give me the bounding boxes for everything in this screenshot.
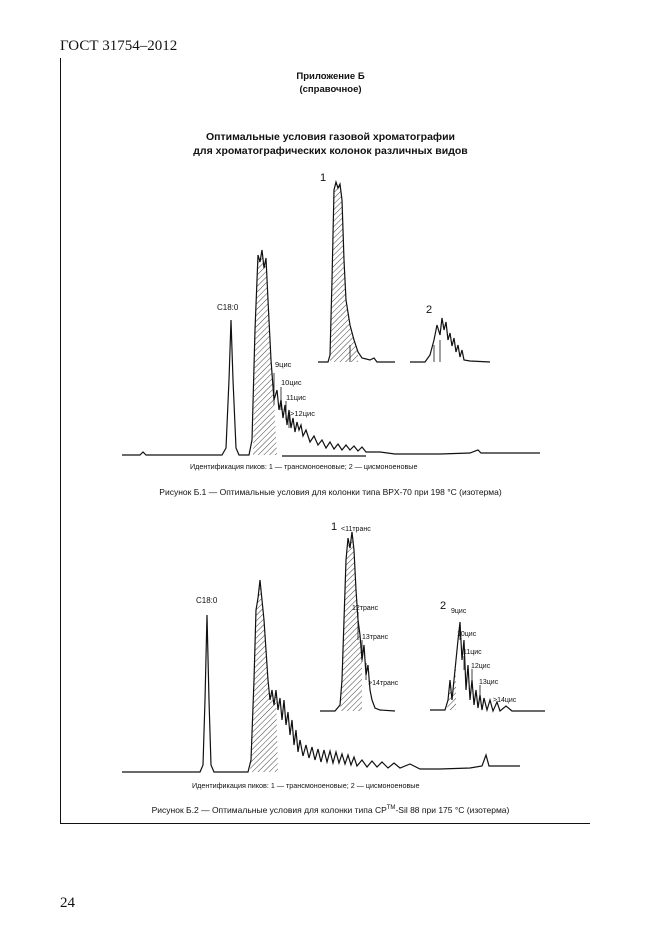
figure2-label-13cis: 13цис xyxy=(479,679,499,686)
figure1-label-11cis: 11цис xyxy=(286,393,307,402)
figure2-label-12trans: 12транс xyxy=(352,605,379,612)
figure2-note: Идентификация пиков: 1 — трансмоноеновые; 2 — цисмоноеновые xyxy=(192,781,420,790)
document-header: ГОСТ 31754–2012 xyxy=(60,38,178,54)
figure1-caption: Рисунок Б.1 — Оптимальные условия для колонки типа BPX-70 при 198 °С (изотерма) xyxy=(159,487,502,497)
figure2-caption-pre: Рисунок Б.2 — Оптимальные условия для колонки типа CP xyxy=(151,805,387,815)
page-number: 24 xyxy=(60,895,75,911)
figure1-inset1-label: 1 xyxy=(320,172,327,184)
figure2-caption-sup: TM xyxy=(386,805,396,812)
figure2-hatched-area xyxy=(250,580,278,772)
figure1-label-9cis: 9цис xyxy=(275,360,292,369)
main-title-line1: Оптимальные условия газовой хроматографии xyxy=(205,131,456,143)
figure2-label-14cis: >14цис xyxy=(493,697,517,704)
figure1-label-c18: C18:0 xyxy=(217,303,239,312)
figure2-label-14trans: >14транс xyxy=(368,680,399,687)
figure2-label-11cis: 11цис xyxy=(463,649,482,656)
main-title-line2: для хроматографических колонок различных видов xyxy=(193,145,468,157)
figure2-label-10cis: 10цис xyxy=(457,631,477,638)
figure2-inset1-label: 1 xyxy=(331,521,338,533)
figure2-label-9cis: 9цис xyxy=(451,608,467,615)
figure1-inset2-label: 2 xyxy=(426,304,433,316)
appendix-title: Приложение Б xyxy=(296,71,365,82)
figure1-label-12cis: >12цис xyxy=(290,409,315,418)
figure2-label-12cis: 12цис xyxy=(471,663,491,670)
figure1-note: Идентификация пиков: 1 — трансмоноеновые; 2 — цисмоноеновые xyxy=(190,462,418,471)
figure2-caption xyxy=(0,805,661,815)
figure2-label-13trans: 13транс xyxy=(362,634,389,641)
figure2-caption-post: -Sil 88 при 175 °С (изотерма) xyxy=(395,805,510,815)
figure2-label-c18: C18:0 xyxy=(196,596,218,605)
figure2-inset2-label: 2 xyxy=(440,600,447,612)
appendix-subtitle: (справочное) xyxy=(299,84,362,95)
figure1-label-10cis: 10цис xyxy=(281,378,302,387)
figure2-inset1-peak-label: <11транс xyxy=(341,526,371,533)
